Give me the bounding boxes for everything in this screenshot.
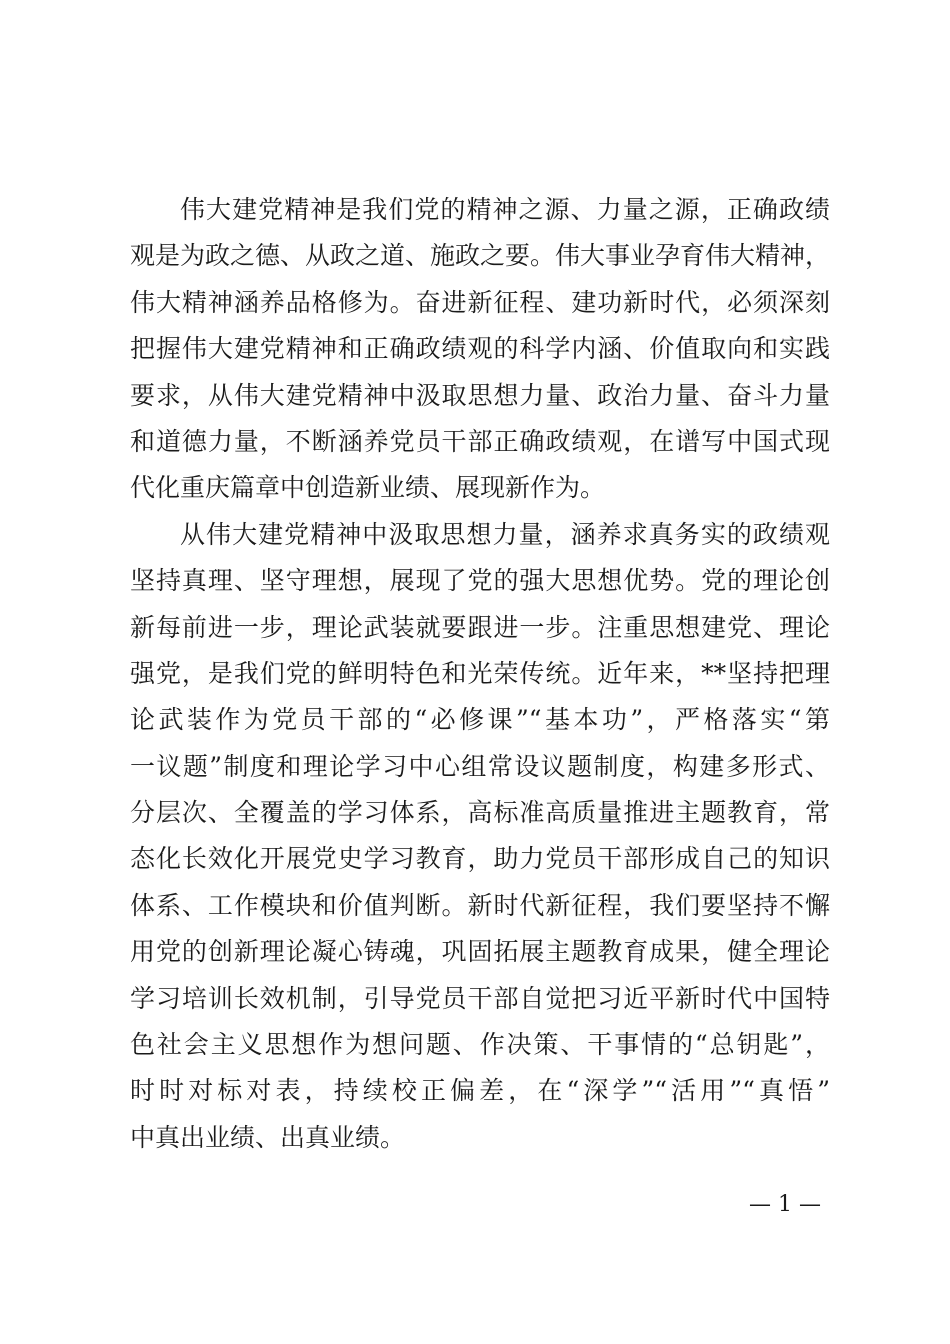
paragraph-1-line-7: 代化重庆篇章中创造新业绩、展现新作为。 bbox=[130, 473, 606, 503]
paragraph-2-line-4: 强党，是我们党的鲜明特色和光荣传统。近年来，**坚持把理 bbox=[130, 658, 830, 688]
paragraph-1-line-2: 观是为政之德、从政之道、施政之要。伟大事业孕育伟大精神， bbox=[130, 241, 831, 271]
paragraph-2-line-2: 坚持真理、坚守理想，展现了党的强大思想优势。党的理论创 bbox=[130, 566, 830, 596]
page-number: — 1 — bbox=[749, 1192, 821, 1217]
paragraph-2-line-6: 一议题”制度和理论学习中心组常设议题制度，构建多形式、 bbox=[130, 751, 830, 781]
paragraph-2-line-11: 学习培训长效机制，引导党员干部自觉把习近平新时代中国特 bbox=[130, 983, 830, 1013]
paragraph-2-line-1: 从伟大建党精神中汲取思想力量，涵养求真务实的政绩观 bbox=[180, 519, 830, 549]
document-body bbox=[130, 187, 830, 1161]
paragraph-1-line-1: 伟大建党精神是我们党的精神之源、力量之源，正确政绩 bbox=[180, 195, 830, 224]
paragraph-1-line-6: 和道德力量，不断涵养党员干部正确政绩观，在谱写中国式现 bbox=[130, 426, 830, 456]
paragraph-2-line-7: 分层次、全覆盖的学习体系，高标准高质量推进主题教育，常 bbox=[130, 798, 830, 828]
paragraph-2-line-10: 用党的创新理论凝心铸魂，巩固拓展主题教育成果，健全理论 bbox=[130, 937, 830, 967]
paragraph-2-line-12: 色社会主义思想作为想问题、作决策、干事情的“总钥匙”， bbox=[130, 1030, 830, 1060]
paragraph-2-line-9: 体系、工作模块和价值判断。新时代新征程，我们要坚持不懈 bbox=[130, 890, 830, 920]
paragraph-1-line-5: 要求，从伟大建党精神中汲取思想力量、政治力量、奋斗力量 bbox=[130, 380, 830, 410]
paragraph-2-line-5: 论武装作为党员干部的“必修课”“基本功”，严格落实“第 bbox=[130, 705, 830, 735]
paragraph-2-line-13: 时时对标对表，持续校正偏差，在“深学”“活用”“真悟” bbox=[130, 1076, 830, 1106]
paragraph-1-line-3: 伟大精神涵养品格修为。奋进新征程、建功新时代，必须深刻 bbox=[130, 287, 830, 317]
paragraph-2-line-3: 新每前进一步，理论武装就要跟进一步。注重思想建党、理论 bbox=[130, 612, 830, 642]
paragraph-2-line-8: 态化长效化开展党史学习教育，助力党员干部形成自己的知识 bbox=[130, 844, 830, 874]
paragraph-2-line-14: 中真出业绩、出真业绩。 bbox=[130, 1122, 406, 1152]
paragraph-1-line-4: 把握伟大建党精神和正确政绩观的科学内涵、价值取向和实践 bbox=[130, 334, 830, 364]
